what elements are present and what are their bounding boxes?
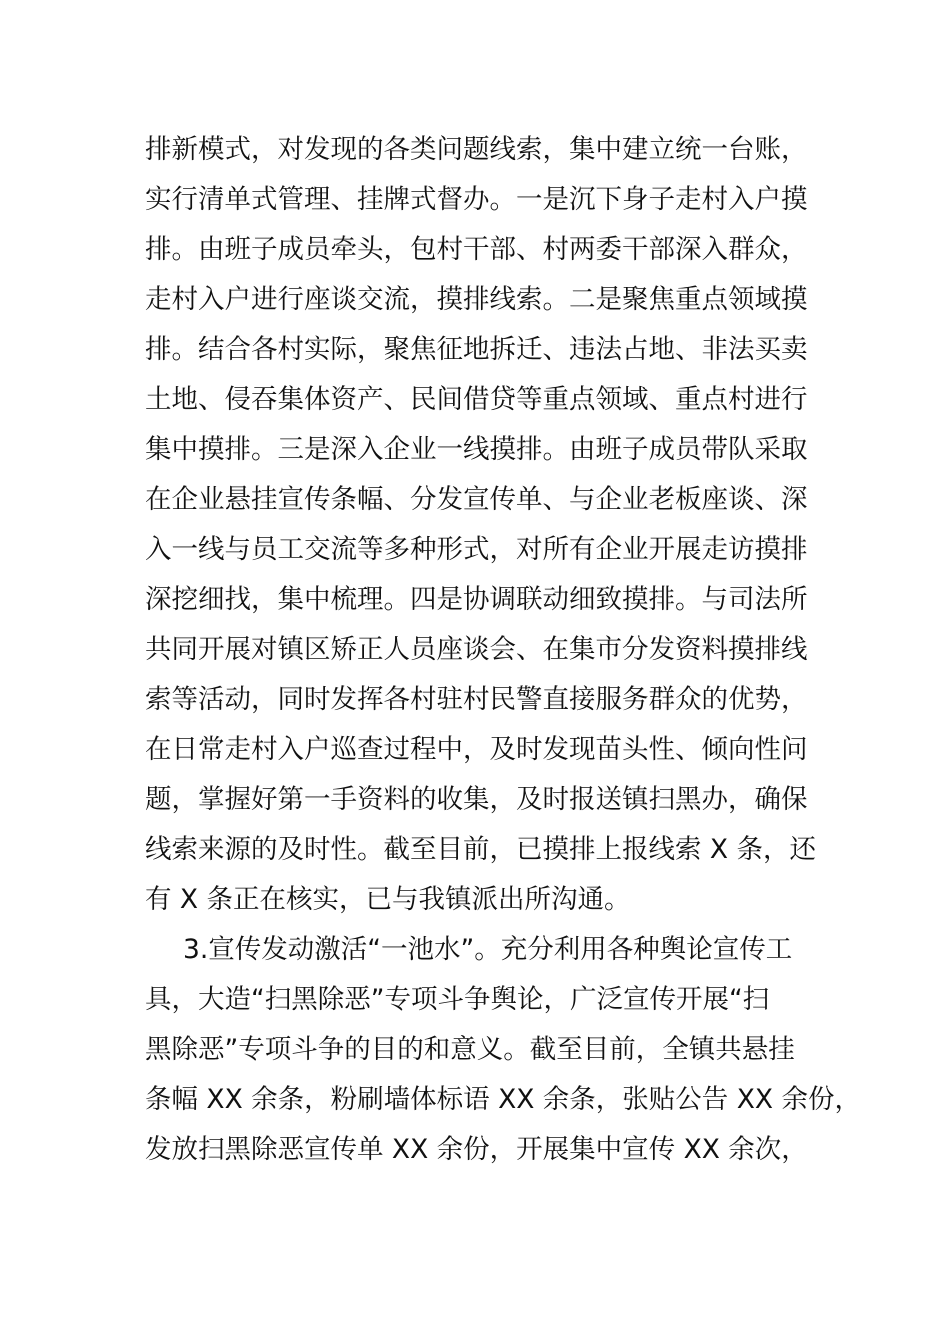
text-line: 走村入户进行座谈交流，摸排线索。二是聚焦重点领域摸 [145,284,808,315]
text-line: 有 X 条正在核实，已与我镇派出所沟通。 [145,884,631,915]
text-line: 排新模式，对发现的各类问题线索，集中建立统一台账， [145,134,808,165]
paragraph-1 [145,125,815,925]
text-line: 线索来源的及时性。截至目前，已摸排上报线索 X 条，还 [145,834,817,865]
document-body [145,125,861,1175]
text-line: 索等活动，同时发挥各村驻村民警直接服务群众的优势， [145,684,808,715]
text-line: 发放扫黑除恶宣传单 XX 余份，开展集中宣传 XX 余次， [145,1134,808,1165]
text-line: 题，掌握好第一手资料的收集，及时报送镇扫黑办，确保 [145,784,808,815]
text-line: 入一线与员工交流等多种形式，对所有企业开展走访摸排 [145,534,808,565]
text-line: 深挖细找，集中梳理。四是协调联动细致摸排。与司法所 [145,584,808,615]
text-line: 在企业悬挂宣传条幅、分发宣传单、与企业老板座谈、深 [145,484,808,515]
text-line-indented: 3.宣传发动激活“一池水”。充分利用各种舆论宣传工 [183,934,793,965]
text-line: 黑除恶”专项斗争的目的和意义。截至目前，全镇共悬挂 [145,1034,795,1065]
paragraph-2 [145,925,861,1175]
text-line: 在日常走村入户巡查过程中，及时发现苗头性、倾向性问 [145,734,808,765]
text-line: 实行清单式管理、挂牌式督办。一是沉下身子走村入户摸 [145,184,808,215]
text-line: 集中摸排。三是深入企业一线摸排。由班子成员带队采取 [145,434,808,465]
text-line: 排。结合各村实际，聚焦征地拆迁、违法占地、非法买卖 [145,334,808,365]
text-line: 排。由班子成员牵头，包村干部、村两委干部深入群众， [145,234,808,265]
text-line: 土地、侵吞集体资产、民间借贷等重点领域、重点村进行 [145,384,808,415]
text-line: 条幅 XX 余条，粉刷墙体标语 XX 余条，张贴公告 XX 余份， [145,1084,861,1115]
text-line: 具，大造“扫黑除恶”专项斗争舆论，广泛宣传开展“扫 [145,984,770,1015]
text-line: 共同开展对镇区矫正人员座谈会、在集市分发资料摸排线 [145,634,808,665]
